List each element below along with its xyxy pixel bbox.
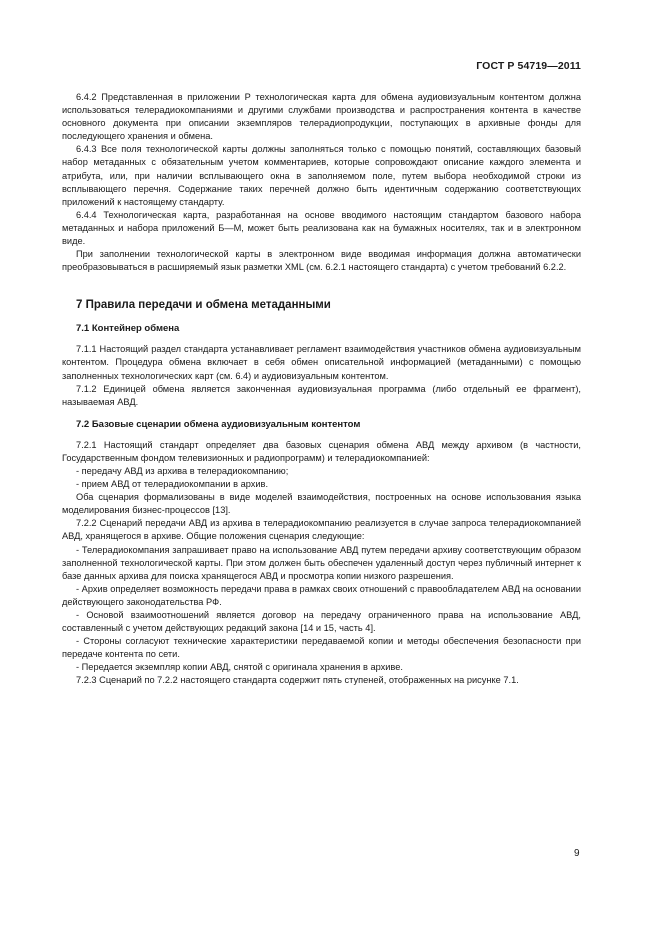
section-7-2-title: 7.2 Базовые сценарии обмена аудиовизуальным контентом <box>76 418 361 430</box>
list-item: - Стороны согласуют технические характеристики передаваемой копии и методы обеспечения безопасности при передаче контента по сети. <box>62 636 581 660</box>
paragraph-models: Оба сценария формализованы в виде моделей взаимодействия, построенных на основе использования языка моделирования бизнес-процессов [13]. <box>62 492 581 516</box>
standard-header: ГОСТ Р 54719—2011 <box>476 60 581 72</box>
section-7-title: 7 Правила передачи и обмена метаданными <box>76 299 331 312</box>
paragraph-6-4-3: 6.4.3 Все поля технологической карты должны заполняться только с помощью понятий, составляющих базовый набор метаданных с обязательным учетом комментариев, которые сопровождают описание каждого элемента и атрибута, или, при наличии всплывающего окна в заполняемом поле, путем выбора необходимой строки из всплывающего перечня. Содержание таких перечней должно быть идентичным содержанию соответствующих приложений к настоящему стандарту. <box>62 144 581 207</box>
document-body <box>62 91 581 688</box>
paragraph-7-1-2: 7.1.2 Единицей обмена является законченная аудиовизуальная программа (либо отдельный ее фрагмент), называемая АВД. <box>62 383 581 407</box>
list-item: - Архив определяет возможность передачи права в рамках своих отношений с правообладателем АВД на основании действующего законодательства РФ. <box>62 583 581 607</box>
paragraph-7-2-1: 7.2.1 Настоящий стандарт определяет два базовых сценария обмена АВД между архивом (в частности, Государственным фондом телевизионных и радиопрограмм) и телерадиокомпанией: <box>62 439 581 463</box>
section-gap <box>62 274 581 284</box>
paragraph-6-4-2: 6.4.2 Представленная в приложении Р технологическая карта для обмена аудиовизуальным контентом должна использоваться телерадиокомпаниями и другими службами производства и распространения контента в качестве основного документа при описании экземпляров телерадиопродукции, поступающих в архивные фонды для последующего хранения и обмена. <box>62 92 581 142</box>
list-item: - Основой взаимоотношений является договор на передачу ограниченного права на использование АВД, составленный с учетом действующих редакций закона [14 и 15, часть 4]. <box>62 610 581 634</box>
paragraph-xml-note: При заполнении технологической карты в электронном виде вводимая информация должна автоматически преобразовываться в расширяемый язык разметки XML (см. 6.2.1 настоящего стандарта) с учетом требований 6.2.2. <box>62 249 581 273</box>
page-number: 9 <box>574 848 580 859</box>
section-7-1-title: 7.1 Контейнер обмена <box>76 323 180 335</box>
list-item: - Передается экземпляр копии АВД, снятой с оригинала хранения в архиве. <box>76 662 403 673</box>
list-item: - прием АВД от телерадиокомпании в архив. <box>76 479 269 490</box>
paragraph-7-2-3: 7.2.3 Сценарий по 7.2.2 настоящего стандарта содержит пять ступеней, отображенных на рисунке 7.1. <box>76 675 519 686</box>
paragraph-7-2-2: 7.2.2 Сценарий передачи АВД из архива в телерадиокомпанию реализуется в случае запроса телерадиокомпанией АВД, хранящегося в архиве. Общие положения сценария следующие: <box>62 518 581 542</box>
list-item: - передачу АВД из архива в телерадиокомпанию; <box>76 465 289 476</box>
list-item: - Телерадиокомпания запрашивает право на использование АВД путем передачи архиву соответствующим образом заполненной технологической карты. При этом должен быть обеспечен удаленный доступ через публичный интернет к базе данных архива для поиска хранящегося АВД и просмотра копии низкого разрешения. <box>62 544 581 581</box>
paragraph-6-4-4: 6.4.4 Технологическая карта, разработанная на основе вводимого настоящим стандартом базового набора метаданных и набора приложений Б—М, может быть реализована как на бумажных носителях, так и в электронном виде. <box>62 209 581 247</box>
paragraph-7-1-1: 7.1.1 Настоящий раздел стандарта устанавливает регламент взаимодействия участников обмена аудиовизуальным контентом. Процедура обмена включает в себя обмен описательной информацией (метаданными) с помощью заполненных технологических карт (см. 6.4) и аудиовизуальным контентом. <box>62 344 581 381</box>
